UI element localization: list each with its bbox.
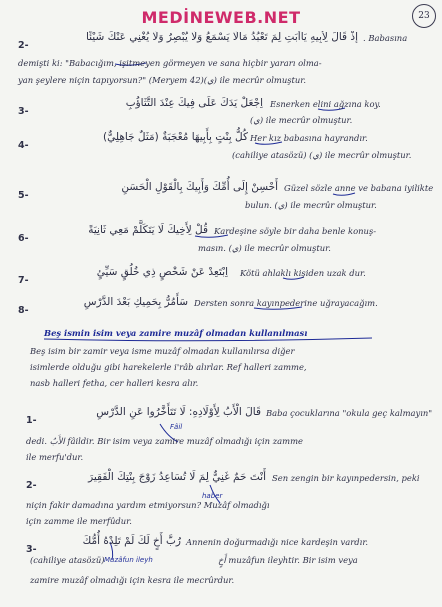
paragraph-line-1: Beş isim bir zamir veya isme muzâf olmadan kullanılırsa diğer [30, 346, 295, 356]
turkish-text: Güzel sözle anne ve babana iyilikte [284, 183, 434, 193]
item-3 [18, 99, 436, 118]
item-number: 2- [26, 480, 37, 491]
turkish-text: . Babasına [363, 33, 408, 43]
arabic-text: إِذْ قَالَ لِأَبِيهِ يَاأَبَتِ لِمَ تَعْبُدُ مَالَا يَسْمَعُ وَلَا يُبْصِرُ وَلَا يُغْنِي عَنْكَ شَيْئًا [85, 31, 358, 43]
arabic-text: قَالَ الْأَبُ لِأَوْلَادِهِ: لَا تَتَأَخَّرُوا عَنِ الدَّرْسِ [96, 406, 261, 418]
item-7 [18, 268, 436, 287]
site-watermark: MEDİNEWEB.NET [141, 8, 301, 27]
example-3 [26, 537, 436, 556]
arabic-text: أَحْسِنْ إِلَى أُمِّكَ وَأَبِيكَ بِالْقَوْلِ الْحَسَنِ [121, 181, 278, 193]
example-3-sub: (cahiliye atasözü) [30, 555, 105, 565]
item-number: 8- [18, 305, 29, 316]
turkish-text: Kardeşine söyle bir daha benle konuş- [214, 226, 377, 236]
turkish-text: Baba çocuklarına "okula geç kalmayın" [266, 408, 433, 418]
underline-heading [44, 338, 372, 341]
arabic-text: قُلْ لِأَخِيكَ لَا يَتَكَلَّمْ مَعِي ثَانِيَةً [88, 224, 208, 236]
arabic-text: اِبْتَعِدْ عَنْ شَخْصٍ ذِي خُلُقٍ سَيِّئٍ [96, 266, 228, 278]
turkish-text: Her kız babasına hayrandır. [250, 133, 368, 143]
arabic-text: سَأَمُرُّ بِحَمِيكِ بَعْدَ الدَّرْسِ [83, 296, 188, 308]
item-8 [18, 298, 436, 317]
example-1 [26, 408, 436, 427]
item-6-line-2: masın. (ي) ile mecrûr olmuştur. [198, 243, 331, 253]
example-2-line-3: için zamme ile merfûdur. [26, 516, 132, 526]
turkish-text: Kötü ahlaklı kişiden uzak dur. [240, 268, 366, 278]
item-5-line-2: bulun. (ي) ile mecrûr olmuştur. [245, 200, 377, 210]
item-number: 3- [26, 544, 37, 555]
example-1-line-3: ile merfu'dur. [26, 452, 84, 462]
item-number: 2- [18, 40, 29, 51]
arabic-text: كُلُّ بِنْتٍ بِأَبِيهَا مُعْجَبَةٌ (مَثَلٌ جَاهِلِيٌّ) [103, 131, 248, 143]
example-2-line-2: niçin fakir damadına yardım etmiyorsun? Muzâf olmadığı [26, 500, 270, 510]
item-number: 1- [26, 415, 37, 426]
item-number: 7- [18, 275, 29, 286]
example-3-line-3: zamire muzâf olmadığı için kesra ile mecrûrdur. [30, 575, 235, 585]
section-heading: Beş ismin isim veya zamire muzâf olmadan kullanılması [44, 328, 308, 338]
example-1-line-2: dedi. الأَبُ fâildir. Bir isim veya zamire muzâf olmadığı için zamme [26, 436, 303, 446]
turkish-text: Dersten sonra kayınpederine uğrayacağım. [194, 298, 378, 308]
annotation-fail: Fâil [170, 423, 183, 431]
example-3-line-2: أَخٍ muzâfun ileyhtir. Bir isim veya [218, 555, 358, 565]
item-number: 5- [18, 190, 29, 201]
page-number: 23 [412, 4, 436, 28]
turkish-text: Annenin doğurmadığı nice kardeşin vardır. [186, 537, 369, 547]
item-2 [18, 33, 436, 52]
paragraph-line-2: isimlerde olduğu gibi harekelerle i'râb alırlar. Ref halleri zamme, [30, 362, 307, 372]
item-4-line-2: (cahiliye atasözü) (ي) ile mecrûr olmuştur. [232, 150, 412, 160]
item-number: 4- [18, 140, 29, 151]
example-2 [26, 473, 436, 492]
turkish-text: Sen zengin bir kayınpedersin, peki [272, 473, 420, 483]
paragraph-line-3: nasb halleri fetha, cer halleri kesra alır. [30, 378, 199, 388]
item-2-line-3: yan şeylere niçin tapıyorsun?" (Meryem 42)(ي) ile mecrûr olmuştur. [18, 75, 307, 85]
item-number: 6- [18, 233, 29, 244]
arabic-text: اِجْعَلْ يَدَكَ عَلَى فِيكَ عِنْدَ التَّثَاؤُبِ [125, 97, 263, 109]
annotation-muzafun-ileyh: Muzâfun ileyh [104, 556, 153, 564]
item-3-line-2: (ي) ile mecrûr olmuştur. [250, 115, 353, 125]
item-2-line-2: demişti ki: "Babacığım, işitmeyen görmeyen ve sana hiçbir yararı olma- [18, 58, 322, 68]
annotation-haber: haber [202, 492, 223, 500]
item-number: 3- [18, 106, 29, 117]
turkish-text: Esnerken elini ağzına koy. [270, 99, 381, 109]
arabic-text: أَنْتَ حَمٌ غَنِيٌّ لِمَ لَا تُسَاعِدُ زَوْجَ بِنْتِكَ الْفَقِيرَ [88, 471, 266, 483]
arabic-text: رُبَّ أَخٍ لَكَ لَمْ تَلِدْهُ أُمُّكَ [82, 535, 181, 547]
